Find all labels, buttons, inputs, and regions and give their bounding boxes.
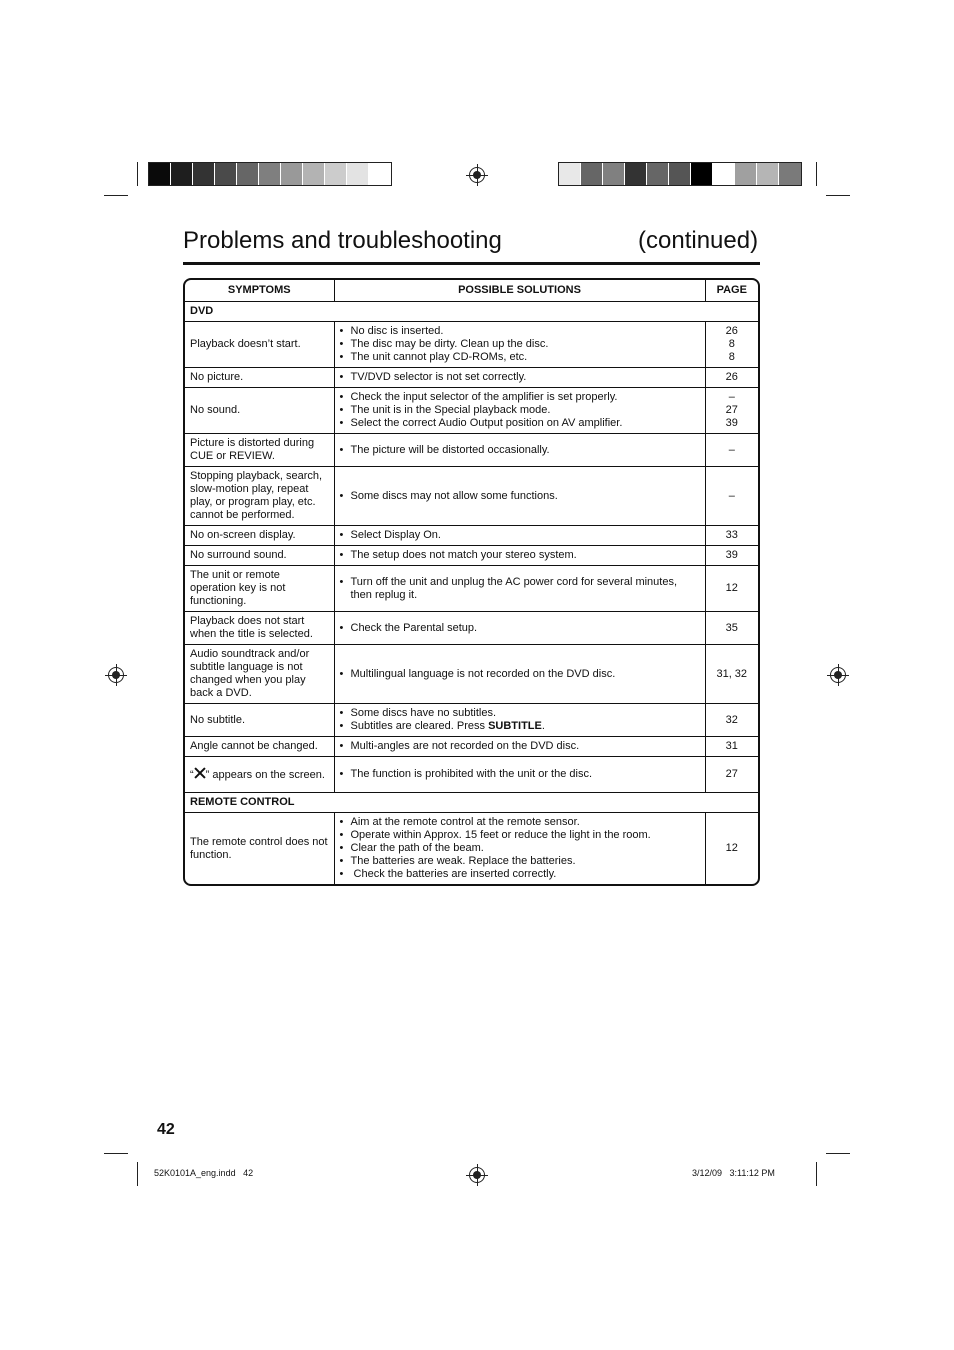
table-row [185,813,758,885]
page-ref: 31, 32 [716,667,748,680]
page-cell [705,645,758,704]
solution-item: • TV/DVD selector is not set correctly. [340,371,700,384]
solution-item: • No disc is inserted. [340,325,700,338]
solutions-cell [334,368,705,388]
quote-open: “ [190,769,194,781]
page-ref: 27 [725,404,738,416]
crop-mark [816,162,817,186]
symptom-cell: The unit or remote operation key is not functioning. [185,566,334,612]
solution-item: • Multi-angles are not recorded on the DVD disc. [340,740,700,753]
color-swatch [669,163,691,185]
solution-item: • Select the correct Audio Output position on AV amplifier. [340,417,700,430]
solution-item: • The setup does not match your stereo system. [340,549,700,562]
page-cell [705,546,758,566]
color-swatch [779,163,801,185]
symptom-cell: Angle cannot be changed. [185,737,334,757]
color-swatch [603,163,625,185]
table-row [185,612,758,645]
color-swatch [713,163,735,185]
crop-mark [137,1162,138,1186]
page-ref: 26 [725,325,738,337]
color-swatch [347,163,369,185]
page-ref: 39 [725,549,738,561]
solution-item: • Multilingual language is not recorded on the DVD disc. [340,668,700,681]
solution-item: • Operate within Approx. 15 feet or reduce the light in the room. [340,829,700,842]
registration-mark-icon [469,167,485,183]
table-row [185,737,758,757]
page-cell [705,388,758,434]
table-row [185,645,758,704]
solution-item [340,720,700,733]
symptom-cell: Playback doesn’t start. [185,322,334,368]
solutions-cell [334,645,705,704]
color-swatch [581,163,603,185]
table-row [185,368,758,388]
page-cell [705,813,758,885]
color-swatch [193,163,215,185]
solution-item: • Some discs may not allow some functions. [340,490,700,503]
troubleshooting-table [183,278,760,886]
registration-mark-icon [830,667,846,683]
symptom-cell: No subtitle. [185,704,334,737]
page-ref: 12 [725,582,738,594]
solution-item: • The disc may be dirty. Clean up the disc. [340,338,700,351]
crop-mark [104,195,128,196]
page-ref: 12 [725,842,738,854]
color-swatch [735,163,757,185]
page-cell [705,566,758,612]
page-cell [705,704,758,737]
solution-item: • Turn off the unit and unplug the AC power cord for several minutes, then replug it. [340,576,700,602]
color-bar-right [558,162,802,186]
page-ref: 35 [725,621,738,634]
registration-mark-icon [469,1167,485,1183]
crop-mark [137,162,138,186]
page-title-continued: (continued) [638,227,759,254]
crop-mark [826,1153,850,1154]
page-ref: 31 [725,740,738,752]
table-row [185,434,758,467]
page-ref: 26 [725,371,738,383]
color-swatch [215,163,237,185]
solutions-cell [334,526,705,546]
color-swatch [237,163,259,185]
symptom-cell: Playback does not start when the title is selected. [185,612,334,645]
solutions-cell [334,546,705,566]
color-swatch [259,163,281,185]
solutions-cell [334,813,705,885]
solutions-cell [334,737,705,757]
symptom-cell: Picture is distorted during CUE or REVIEW. [185,434,334,467]
solutions-cell [334,434,705,467]
symptom-cell: No on-screen display. [185,526,334,546]
solution-item: • The function is prohibited with the unit or the disc. [340,768,700,781]
column-header-page: PAGE [705,280,758,302]
symptom-cell: Stopping playback, search, slow-motion play, repeat play, or program play, etc. cannot be performed. [185,467,334,526]
page-ref: – [728,391,735,403]
page-cell [705,737,758,757]
table-row [185,704,758,737]
page-cell [705,434,758,467]
page-ref: 39 [725,417,738,429]
symptom-cell: No picture. [185,368,334,388]
table-row [185,526,758,546]
column-header-symptoms: SYMPTOMS [185,280,334,302]
page-ref: 27 [725,768,738,780]
solution-item: • Select Display On. [340,529,700,542]
solutions-cell [334,704,705,737]
color-swatch [325,163,347,185]
page-number: 42 [157,1121,175,1138]
solution-item: • Some discs have no subtitles. [340,707,700,720]
title-divider [183,262,760,265]
section-header-dvd: DVD [185,302,758,322]
color-swatch [281,163,303,185]
table-row [185,388,758,434]
solutions-cell [334,757,705,793]
solution-item: • The picture will be distorted occasionally. [340,444,700,457]
page-cell [705,467,758,526]
color-swatch [625,163,647,185]
section-header-remote-control: REMOTE CONTROL [185,793,758,813]
solution-item: • The batteries are weak. Replace the batteries. [340,855,700,868]
crop-mark [816,1162,817,1186]
solution-item: • The unit is in the Special playback mode. [340,404,700,417]
page-ref: 32 [725,713,738,726]
color-swatch [559,163,581,185]
subtitle-key-label: SUBTITLE [488,720,542,732]
solutions-cell [334,566,705,612]
symptom-cell: No sound. [185,388,334,434]
color-swatch [171,163,193,185]
table-row [185,546,758,566]
registration-mark-icon [108,667,124,683]
solution-item: • Check the input selector of the amplifier is set properly. [340,391,700,404]
page-ref: 33 [725,529,738,541]
symptom-cell: The remote control does not function. [185,813,334,885]
page-title: Problems and troubleshooting [183,227,502,254]
solution-item: • Check the Parental setup. [340,622,700,635]
symptom-cell: No surround sound. [185,546,334,566]
page-ref: 8 [728,351,735,363]
solutions-cell [334,612,705,645]
color-swatch [691,163,713,185]
page-ref: 8 [728,338,735,350]
solution-item: • The unit cannot play CD-ROMs, etc. [340,351,700,364]
page-cell [705,612,758,645]
page-cell [705,322,758,368]
solutions-cell [334,388,705,434]
column-header-solutions: POSSIBLE SOLUTIONS [334,280,705,302]
solution-text: Subtitles are cleared. Press [350,720,489,732]
prohibited-icon [194,767,206,779]
page-cell [705,757,758,793]
page-cell [705,368,758,388]
table-row [185,322,758,368]
footer-timestamp: 3/12/09 3:11:12 PM [692,1168,775,1178]
crop-mark [104,1153,128,1154]
solutions-cell [334,322,705,368]
page-ref: – [728,489,735,502]
symptom-cell: Audio soundtrack and/or subtitle language is not changed when you play back a DVD. [185,645,334,704]
color-bar-left [148,162,392,186]
table-row [185,467,758,526]
page-cell [705,526,758,546]
page-ref: – [728,443,735,456]
color-swatch [369,163,391,185]
solution-text: . [541,720,545,732]
color-swatch [647,163,669,185]
color-swatch [303,163,325,185]
footer-file-info: 52K0101A_eng.indd 42 [154,1168,254,1178]
symptom-text: ” appears on the screen. [205,769,325,781]
color-swatch [149,163,171,185]
table-row [185,757,758,793]
table-row [185,566,758,612]
solution-item: • Clear the path of the beam. [340,842,700,855]
symptom-cell [185,757,334,793]
color-swatch [757,163,779,185]
crop-mark [826,195,850,196]
solution-item: • Check the batteries are inserted correctly. [340,868,700,881]
solutions-cell [334,467,705,526]
solution-item: • Aim at the remote control at the remote sensor. [340,816,700,829]
